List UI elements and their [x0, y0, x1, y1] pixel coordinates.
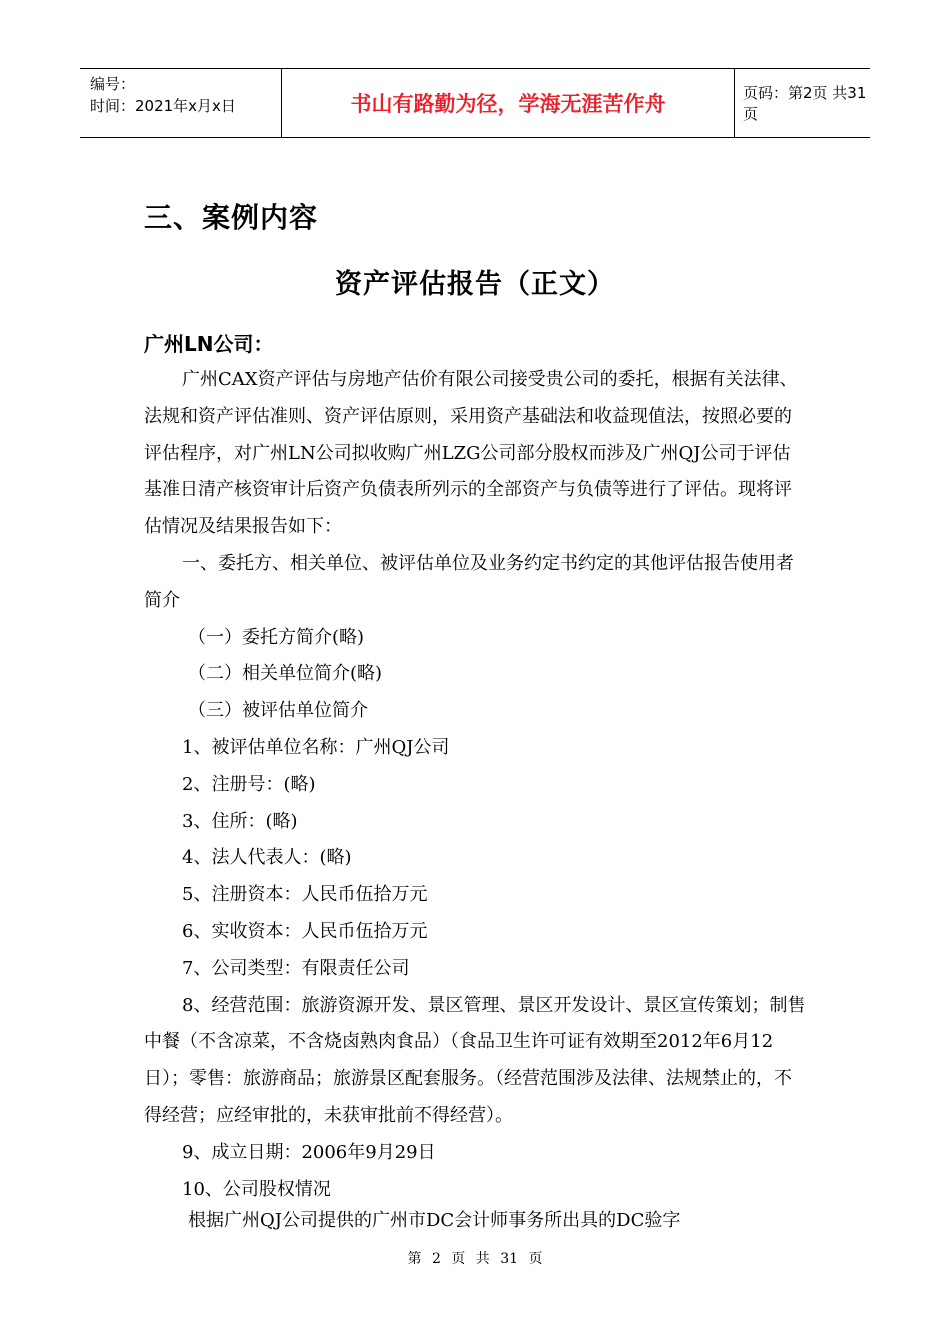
list-item: 4、法人代表人：(略)	[182, 847, 352, 869]
time-label: 时间：2021年x月x日	[90, 97, 236, 115]
number-label: 编号：	[90, 75, 136, 93]
report-body	[144, 362, 806, 1234]
list-item: 9、成立日期：2006年9月29日	[182, 1141, 436, 1163]
subsection-evaluated: （三）被评估单位简介	[188, 700, 368, 722]
header-page-info: 页码：第2页 共31页	[743, 84, 867, 123]
section-title: 三、案例内容	[144, 201, 319, 234]
intro-paragraph: 广州CAX资产评估与房地产估价有限公司接受贵公司的委托，根据有关法律、法规和资产评估准则、资产评估原则，采用资产基础法和收益现值法，按照必要的评估程序，对广州LN公司拟收购广州LZG公司部分股权而涉及广州QJ公司于评估基准日清产核资审计后资产负债表所列示的全部资产与负债等进行了评估。现将评估情况及结果报告如下：	[144, 369, 798, 538]
report-title: 资产评估报告（正文）	[335, 269, 615, 300]
subsection-related: （二）相关单位简介(略)	[188, 663, 383, 685]
list-item: 2、注册号：(略)	[182, 773, 316, 795]
salutation: 广州LN公司：	[144, 332, 274, 356]
page-header	[80, 68, 870, 138]
list-item: 7、公司类型：有限责任公司	[182, 957, 410, 979]
list-item: 3、住所：(略)	[182, 810, 298, 832]
page-footer: 第 2 页 共 31 页	[407, 1251, 543, 1267]
list-item: 10、公司股权情况	[182, 1178, 331, 1200]
continuation-line: 根据广州QJ公司提供的广州市DC会计师事务所出具的DC验字	[188, 1210, 681, 1232]
list-item-business-scope: 8、经营范围：旅游资源开发、景区管理、景区开发设计、景区宣传策划；制售中餐（不含凉菜，不含烧卤熟肉食品）（食品卫生许可证有效期至2012年6月12日）；零售：旅游商品；旅游景区配套服务。（经营范围涉及法律、法规禁止的，不得经营；应经审批的，未获审批前不得经营）。	[144, 994, 806, 1126]
header-meta	[80, 69, 282, 137]
header-motto: 书山有路勤为径，学海无涯苦作舟	[282, 69, 735, 137]
list-item: 1、被评估单位名称：广州QJ公司	[182, 736, 450, 758]
subsection-client: （一）委托方简介(略)	[188, 626, 365, 648]
list-item: 5、注册资本：人民币伍拾万元	[182, 884, 428, 906]
part1-heading: 一、委托方、相关单位、被评估单位及业务约定书约定的其他评估报告使用者简介	[144, 552, 794, 611]
list-item: 6、实收资本：人民币伍拾万元	[182, 920, 428, 942]
